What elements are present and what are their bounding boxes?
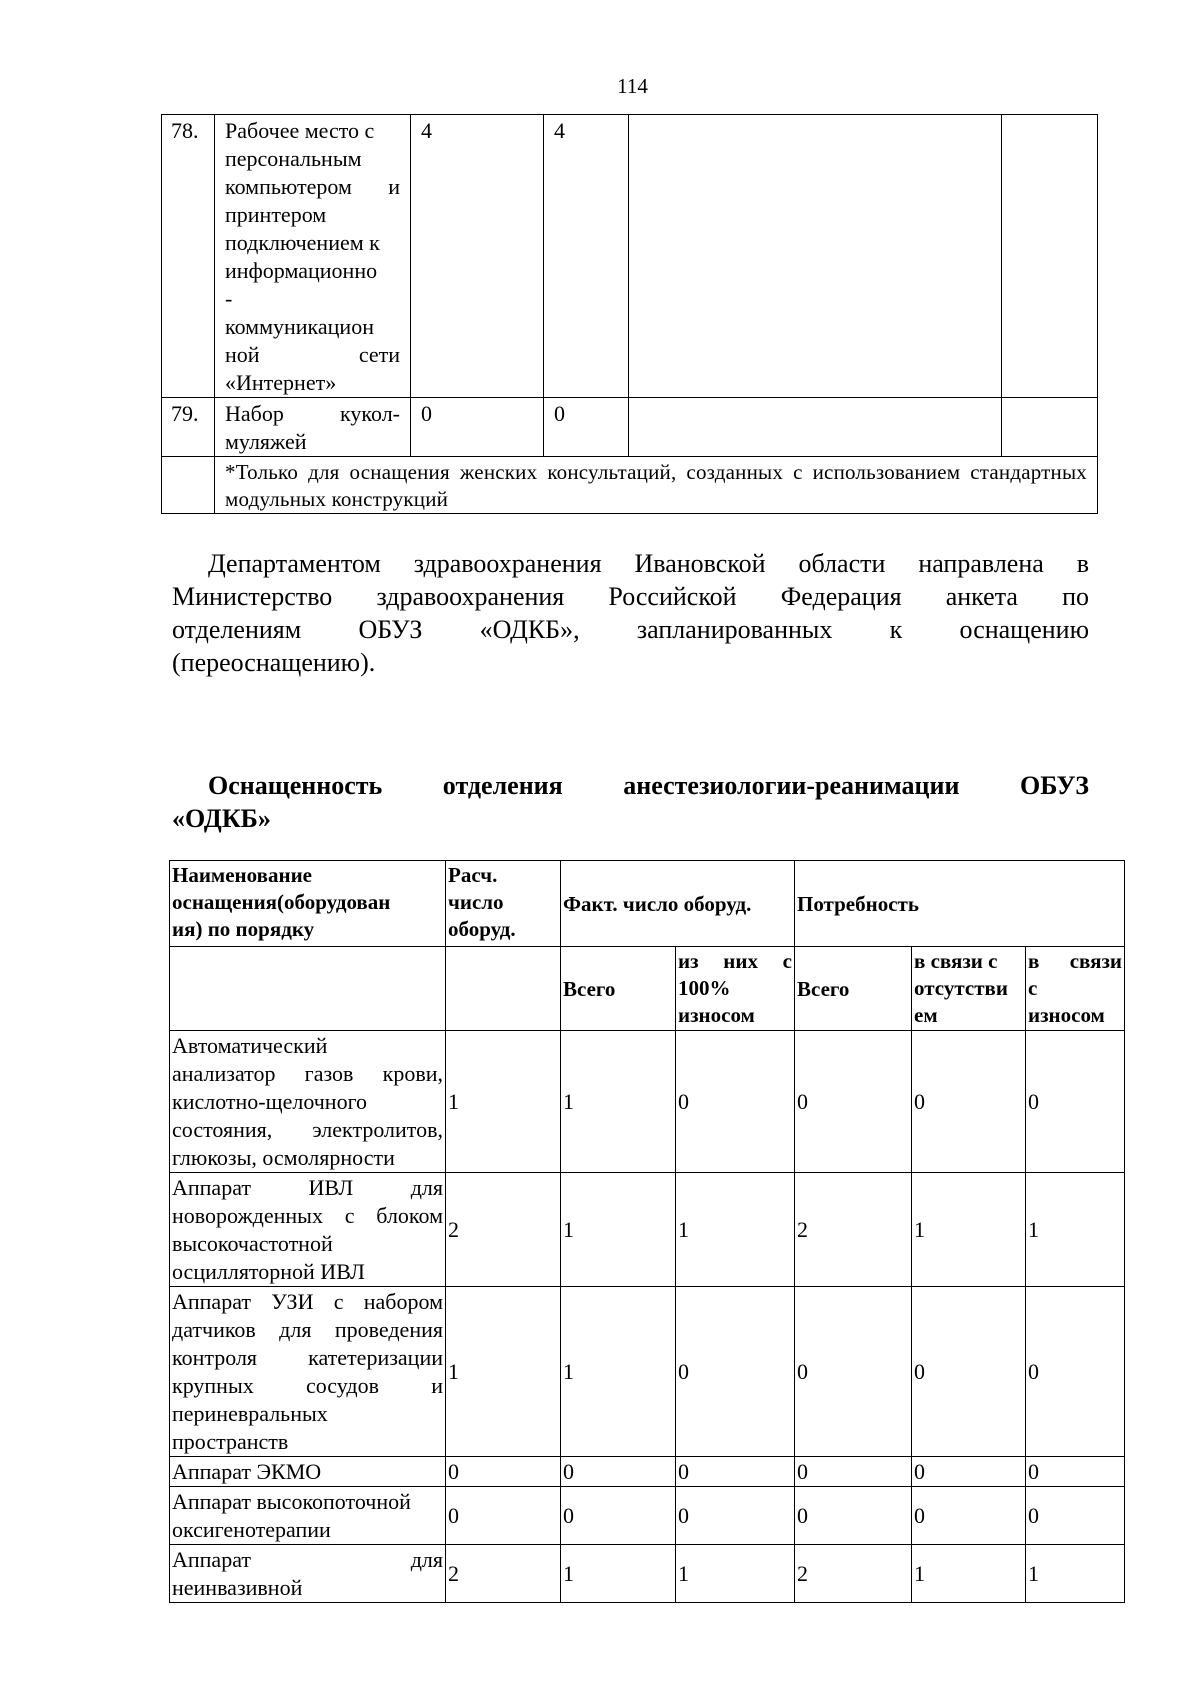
item-name-line: принтером [225, 202, 327, 227]
name-line: глюкозы, осмолярности [172, 1145, 395, 1170]
cell-value: 0 [795, 1487, 912, 1545]
cell-empty [162, 457, 215, 514]
table-row [170, 1173, 1125, 1287]
header-calc [446, 861, 561, 947]
item-name-line: информационно [225, 258, 378, 283]
header-need: Потребность [795, 861, 1125, 947]
name-line: состояния, электролитов, [172, 1117, 443, 1142]
header-line: число [448, 890, 504, 914]
cell-value: 1 [446, 1287, 561, 1457]
item-name-line: «Интернет» [225, 370, 337, 395]
cell-value: 1 [561, 1031, 676, 1173]
cell-value: 1 [912, 1173, 1026, 1287]
cell-empty [446, 947, 561, 1031]
paragraph-line: отделениям ОБУЗ «ОДКБ», запланированных к оснащению [172, 615, 1089, 644]
cell-value: 0 [1026, 1031, 1125, 1173]
equipment-name [170, 1173, 446, 1287]
name-line: анализатор газов крови, [172, 1061, 443, 1086]
header-fact: Факт. число оборуд. [561, 861, 795, 947]
cell-value: 2 [795, 1545, 912, 1603]
cell-value: 0 [1026, 1287, 1125, 1457]
item-name-line: - [225, 286, 233, 311]
name-line: пространств [172, 1429, 289, 1454]
name-line: осцилляторной ИВЛ [172, 1259, 365, 1284]
table-row [170, 1031, 1125, 1173]
cell-value: 1 [561, 1173, 676, 1287]
equipment-table-continued [161, 114, 1098, 514]
equipment-name [170, 1457, 446, 1487]
item-name-line: ной сети [225, 342, 400, 367]
cell-value: 0 [446, 1487, 561, 1545]
item-name-line: Набор кукол- [225, 401, 400, 426]
header-need-worn [1026, 947, 1125, 1031]
header-line: из них с [678, 949, 792, 973]
equipment-name [170, 1287, 446, 1457]
header-fact-worn [676, 947, 795, 1031]
cell-value: 2 [446, 1173, 561, 1287]
anesthesiology-equipment-table [169, 860, 1125, 1603]
name-line: датчиков для проведения [172, 1317, 443, 1342]
name-line: Аппарат ЭКМО [172, 1459, 322, 1484]
table-row [170, 1545, 1125, 1603]
header-line: 100% [678, 976, 731, 1000]
heading-line: Оснащенность отделения анестезиологии-реанимации ОБУЗ [208, 771, 1089, 800]
cell-empty [629, 115, 1002, 398]
section-heading [172, 769, 1089, 835]
header-need-absent [912, 947, 1026, 1031]
cell-empty [170, 947, 446, 1031]
name-line: Аппарат высокопоточной [172, 1489, 411, 1514]
header-line: износом [1028, 1003, 1105, 1027]
name-line: периневральных [172, 1401, 328, 1426]
body-paragraph [172, 547, 1089, 679]
cell-value: 2 [795, 1173, 912, 1287]
heading-line: «ОДКБ» [172, 804, 271, 833]
item-name-line: коммуникацион [225, 314, 374, 339]
header-line: Расч. [448, 863, 498, 887]
cell-empty [629, 398, 1002, 457]
header-line: с [1028, 976, 1038, 1000]
header-line: Наименование [172, 863, 312, 887]
header-line: оборуд. [448, 917, 516, 941]
name-line: оксигенотерапии [172, 1517, 331, 1542]
name-line: крупных сосудов и [172, 1373, 443, 1398]
cell-value: 1 [912, 1545, 1026, 1603]
cell-value: 0 [561, 1457, 676, 1487]
cell-value: 4 [544, 115, 629, 398]
cell-empty [1002, 115, 1098, 398]
cell-value: 0 [912, 1031, 1026, 1173]
cell-value: 0 [1026, 1457, 1125, 1487]
table-row [162, 398, 1098, 457]
item-name-line: компьютером и [225, 174, 400, 199]
cell-value: 0 [1026, 1487, 1125, 1545]
cell-value: 1 [561, 1545, 676, 1603]
name-line: высокочастотной [172, 1231, 333, 1256]
header-line: в связи [1028, 949, 1122, 973]
cell-value: 0 [676, 1031, 795, 1173]
cell-value: 0 [561, 1487, 676, 1545]
name-line: контроля катетеризации [172, 1345, 443, 1370]
table-row [162, 115, 1098, 398]
item-name-line: подключением к [225, 230, 380, 255]
cell-value: 1 [1026, 1173, 1125, 1287]
cell-value: 4 [411, 115, 544, 398]
cell-value: 2 [446, 1545, 561, 1603]
header-name [170, 861, 446, 947]
table-header-row [170, 861, 1125, 947]
name-line: Автоматический [172, 1033, 328, 1058]
cell-value: 0 [795, 1031, 912, 1173]
cell-value: 0 [912, 1287, 1026, 1457]
cell-value: 0 [795, 1457, 912, 1487]
cell-value: 1 [676, 1545, 795, 1603]
header-line: ия) по порядку [172, 917, 315, 941]
paragraph-line: Министерство здравоохранения Российской Федерация анкета по [172, 582, 1089, 611]
cell-value: 0 [912, 1487, 1026, 1545]
name-line: новорожденных с блоком [172, 1203, 443, 1228]
item-name-line: Рабочее место с [225, 118, 375, 143]
equipment-name [170, 1545, 446, 1603]
header-line: ем [914, 1003, 938, 1027]
cell-value: 1 [561, 1287, 676, 1457]
cell-value: 1 [676, 1173, 795, 1287]
cell-value: 0 [544, 398, 629, 457]
cell-value: 0 [676, 1487, 795, 1545]
row-number: 78. [162, 115, 215, 398]
cell-value: 1 [1026, 1545, 1125, 1603]
page-number: 114 [617, 74, 648, 98]
header-line: оснащения(оборудован [172, 890, 391, 914]
cell-value: 0 [912, 1457, 1026, 1487]
table-row [170, 1457, 1125, 1487]
table-row [170, 1287, 1125, 1457]
cell-value: 0 [446, 1457, 561, 1487]
name-line: кислотно-щелочного [172, 1089, 368, 1114]
name-line: Аппарат ИВЛ для [172, 1175, 443, 1200]
item-name [215, 115, 411, 398]
paragraph-line: (переоснащению). [172, 648, 376, 677]
table-note-row [162, 457, 1098, 514]
row-number: 79. [162, 398, 215, 457]
name-line: Аппарат УЗИ с набором [172, 1289, 443, 1314]
item-name [215, 398, 411, 457]
cell-value: 1 [446, 1031, 561, 1173]
paragraph-line: Департаментом здравоохранения Ивановской области направлена в [208, 549, 1089, 578]
cell-value: 0 [411, 398, 544, 457]
header-need-total: Всего [795, 947, 912, 1031]
cell-value: 0 [676, 1457, 795, 1487]
header-fact-total: Всего [561, 947, 676, 1031]
name-line: Аппарат для [172, 1547, 443, 1572]
name-line: неинвазивной [172, 1575, 303, 1600]
header-line: износом [678, 1003, 755, 1027]
table-row [170, 1487, 1125, 1545]
equipment-name [170, 1031, 446, 1173]
cell-value: 0 [676, 1287, 795, 1457]
table-footnote: *Только для оснащения женских консультаций, созданных с использованием стандартных модульных конструкций [215, 457, 1098, 514]
cell-value: 0 [795, 1287, 912, 1457]
table-subheader-row [170, 947, 1125, 1031]
header-line: в связи с [914, 949, 998, 973]
equipment-name [170, 1487, 446, 1545]
header-line: отсутстви [914, 976, 1008, 1000]
cell-empty [1002, 398, 1098, 457]
item-name-line: персональным [225, 146, 362, 171]
item-name-line: муляжей [225, 429, 307, 454]
